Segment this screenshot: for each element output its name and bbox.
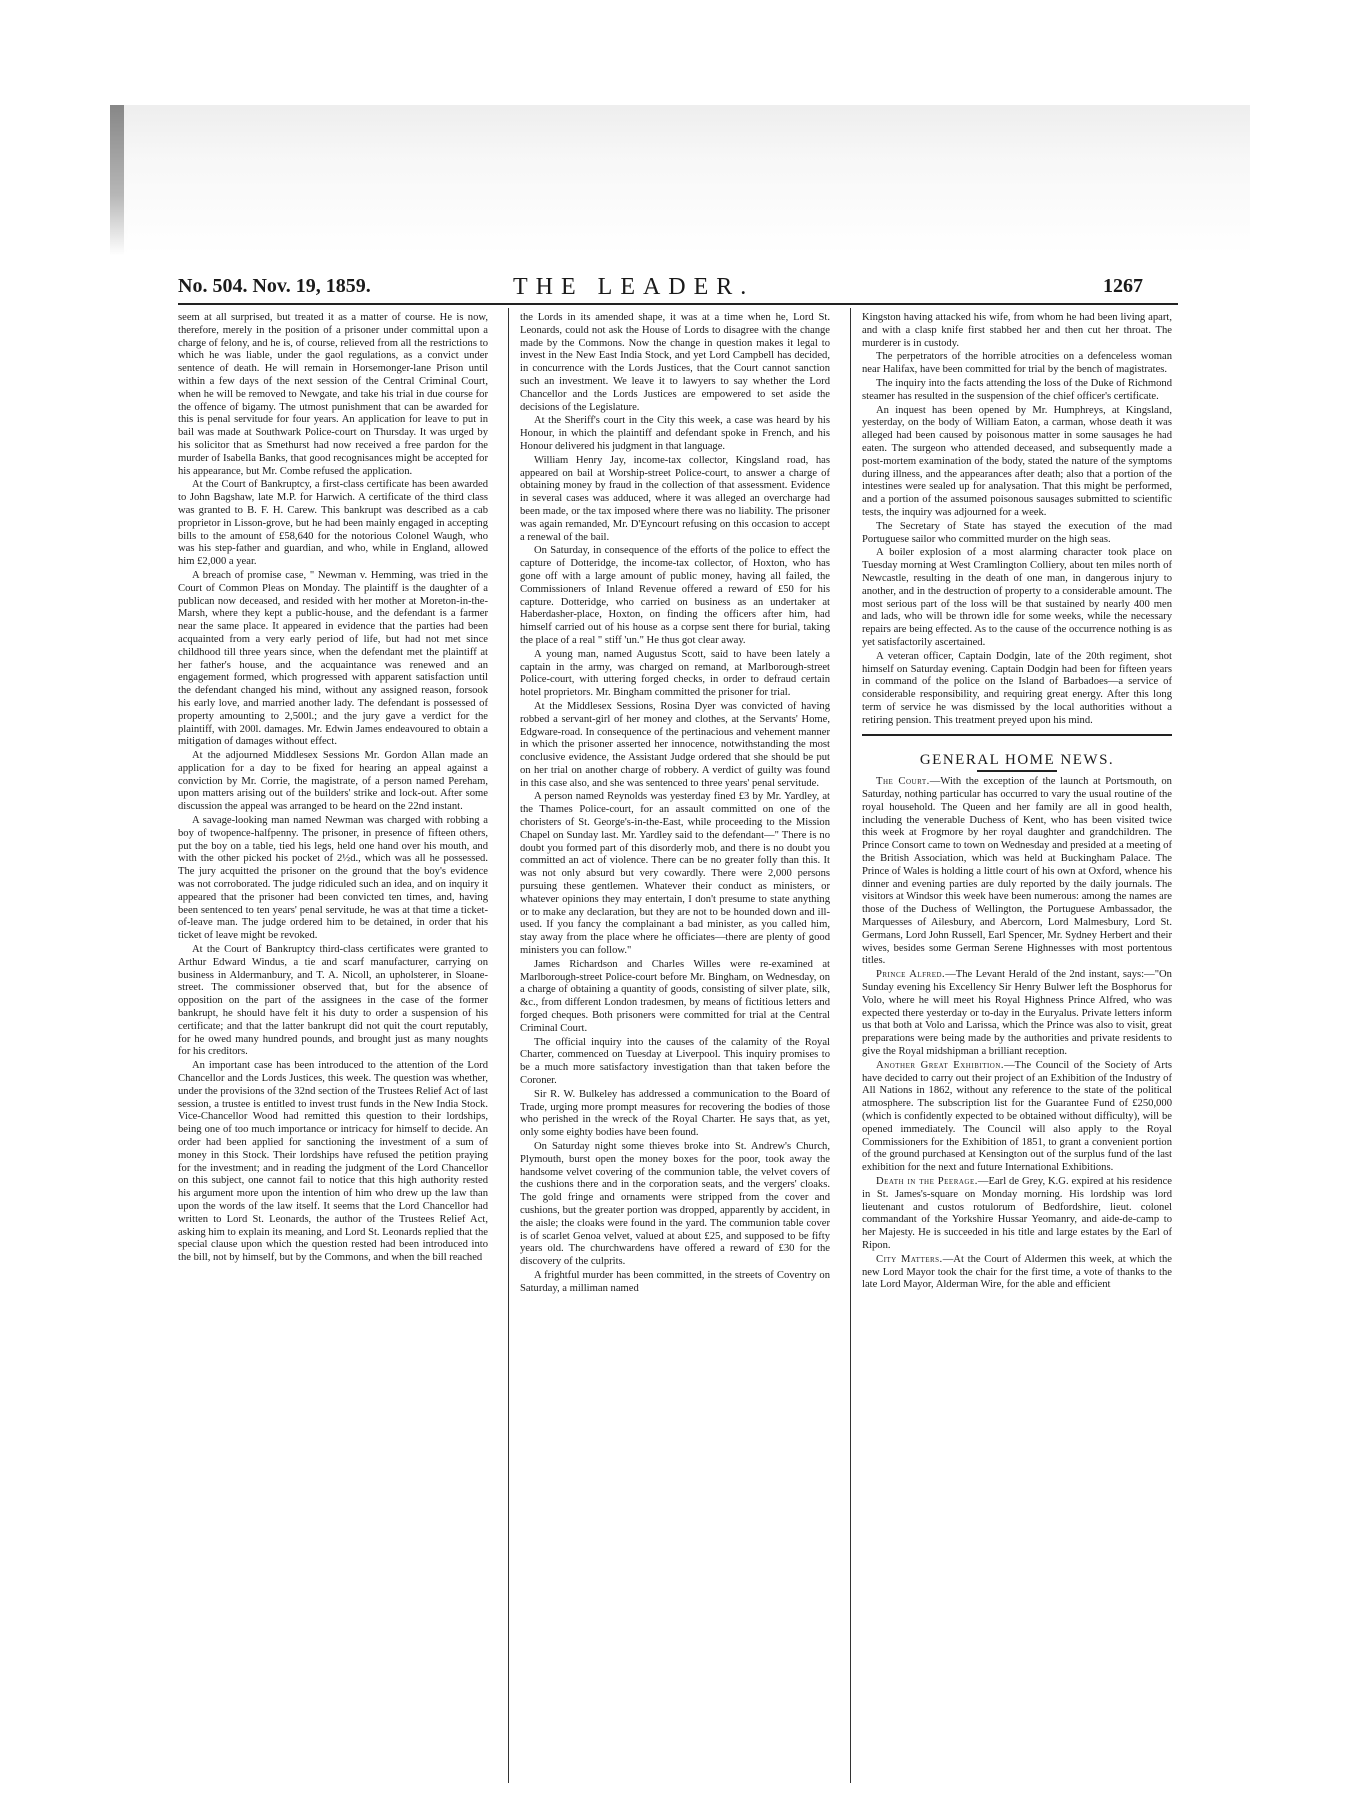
paragraph: On Saturday, in consequence of the efforts of the police to effect the capture of Dotteridge, the income-tax collector, of Hoxton, who has gone off with a large amount of public money, having all failed, the Commissioners of Inland Revenue offered a reward of £50 for his capture. Dotteridge, who carried on business as an undertaker at Haberdasher-place, Hoxton, on finding the officers after him, had himself carried out of his house as a corpse sent there for burial, taking the place of a real " stiff 'un." He thus got clear away. (520, 545, 830, 646)
news-lead: Another Great Exhibition. (876, 1059, 1005, 1071)
news-text: —With the exception of the launch at Portsmouth, on Saturday, nothing particular has occurred to vary the usual routine of the royal household. The Queen and her family are all in good health, including the venerable Duchess of Kent, who has been visited twice this week at Frogmore by her royal daughter and grandchildren. The Prince Consort came to town on Wednesday and presided at a meeting of the British Association, which was held at Buckingham Palace. The Prince of Wales is holding a little court of his own at Oxford, whence his dinner and evening parties are duly reported by the daily journals. The visitors at Windsor this week have been numerous: among the names are those of the Duchess of Wellington, the Portuguese Ambassador, the Marquesses of Ailesbury, and Abercorn, Lord Malmesbury, Lord St. Germans, Lord John Russell, Earl Spencer, Mr. Sydney Herbert and their wives, besides some German Serene Highnesses with most portentous titles. (862, 776, 1172, 967)
scan-shadow (110, 105, 1250, 255)
paragraph: An inquest has been opened by Mr. Humphreys, at Kingsland, yesterday, on the body of William Eaton, a carman, whose death it was alleged had been caused by poisonous matter in some sausages he had eaten. The surgeon who attended deceased, and subsequently made a post-mortem examination of the body, stated the nature of the symptoms during illness, and the appearances after death; also that a portion of the intestines were sealed up for analysation. That this might be performed, and a portion of the assumed poisonous sausages submitted to scientific tests, the inquiry was adjourned for a week. (862, 404, 1172, 518)
paragraph: the Lords in its amended shape, it was at a time when he, Lord St. Leonards, could not ask the House of Lords to disagree with the change made by the Commons. Now the change in question makes it legal to invest in the New East India Stock, and yet Lord Campbell has decided, in concurrence with the Lords Justices, that the Court cannot sanction such an investment. We leave it to lawyers to say whether the Lord Chancellor and the Lords Justices are empowered to set aside the decisions of the Legislature. (520, 312, 830, 413)
paragraph: At the Middlesex Sessions, Rosina Dyer was convicted of having robbed a servant-girl of her money and clothes, at the Servants' Home, Edgware-road. In consequence of the pertinacious and vehement manner in which the prisoner asserted her innocence, notwithstanding the most conclusive evidence, the Assistant Judge ordered that she should be put on her trial on another charge of robbery. A verdict of guilty was found in this case also, and she was sentenced to three years' penal servitude. (520, 700, 830, 789)
issue-date: No. 504. Nov. 19, 1859. (178, 275, 371, 297)
paragraph: A young man, named Augustus Scott, said to have been lately a captain in the army, was charged on remand, at Marlborough-street Police-court, with uttering forged checks, in order to defraud certain hotel proprietors. Mr. Bingham committed the prisoner for trial. (520, 648, 830, 699)
section-title: GENERAL HOME NEWS. (919, 751, 1115, 768)
column-3 (862, 312, 1172, 1790)
paragraph: A breach of promise case, " Newman v. Hemming, was tried in the Court of Common Pleas on Monday. The plaintiff is the daughter of a publican now deceased, and resided with her mother at Moreton-in-the-Marsh, where they kept a public-house, and the defendant is a farmer near the same place. It appeared in evidence that the parties had been acquainted from a very early period of life, but had not met since childhood till three years since, when the defendant met the plaintiff at her father's house, and the acquaintance was renewed and an engagement formed, which progressed with apparent satisfaction until the defendant changed his mind, without any assigned reason, forsook his early love, and married another lady. The defendant is possessed of property amounting to 2,500l.; and the jury gave a verdict for the plaintiff, with 200l. damages. Mr. Edwin James endeavoured to obtain a mitigation of damages without effect. (178, 569, 488, 748)
column-divider (850, 308, 851, 1783)
paragraph: The official inquiry into the causes of the calamity of the Royal Charter, commenced on Tuesday at Liverpool. This inquiry promises to be a much more satisfactory investigation than that taken before the Coroner. (520, 1036, 830, 1087)
column-divider (508, 308, 509, 1783)
paragraph: William Henry Jay, income-tax collector, Kingsland road, has appeared on bail at Worship-street Police-court, to answer a charge of obtaining money by fraud in the collection of that assessment. Evidence in several cases was adduced, where it was alleged an overcharge had been made, or the tax imposed where there was no liability. The prisoner was again remanded, Mr. D'Eyncourt refusing on this occasion to accept a renewal of the bail. (520, 454, 830, 543)
news-lead: City Matters. (876, 1253, 943, 1265)
paragraph: On Saturday night some thieves broke into St. Andrew's Church, Plymouth, burst open the money boxes for the poor, took away the handsome velvet covering of the communion table, the velvet covers of the cushions there and in the corporation seats, and the vergers' cloaks. The gold fringe and ornaments were stripped from the cover and cushions, but the greater portion was dropped, apparently by accident, in the aisle; the cloaks were found in the yard. The communion table cover is of scarlet Genoa velvet, valued at about £25, and supposed to be fifty years old. The churchwardens have offered a reward of £30 for the discovery of the culprits. (520, 1141, 830, 1268)
column-2 (520, 312, 830, 1790)
column-1 (178, 312, 488, 1790)
paragraph: The Secretary of State has stayed the execution of the mad Portuguese sailor who committed murder on the high seas. (862, 520, 1172, 545)
news-text: —At the Court of Aldermen this week, at which the new Lord Mayor took the chair for the first time, a vote of thanks to the late Lord Mayor, Alderman Wire, for the able and efficient (862, 1253, 1172, 1291)
news-item (862, 1176, 1172, 1253)
paragraph: An important case has been introduced to the attention of the Lord Chancellor and the Lords Justices, this week. The question was whether, under the provisions of the 32nd section of the Trustees Relief Act of last session, a trustee is entitled to invest trust funds in the New India Stock. Vice-Chancellor Wood had remitted this question to their lordships, being one of too much importance or intricacy for himself to decide. An order had been applied for sanctioning the investment of a sum of money in this Stock. Their lordships have refused the petition praying for the investment; and in reading the judgment of the Lord Chancellor on this subject, one cannot fail to notice that this high authority rested his argument more upon the intention of him who drew up the law than upon the words of the law itself. It seems that the Lord Chancellor had written to Lord St. Leonards, the author of the Trustees Relief Act, asking him to explain its meaning, and Lord St. Leonards replied that the special clause upon which the question rested had been introduced into the bill, not by himself, but by the Commons, and when the bill reached (178, 1060, 488, 1264)
paragraph: The inquiry into the facts attending the loss of the Duke of Richmond steamer has resulted in the suspension of the chief officer's certificate. (862, 377, 1172, 402)
paper-title: THE LEADER. (513, 274, 755, 300)
paragraph: The perpetrators of the horrible atrocities on a defenceless woman near Halifax, have been committed for trial by the bench of magistrates. (862, 351, 1172, 376)
news-lead: Death in the Peerage. (876, 1176, 978, 1187)
news-item (862, 969, 1172, 1059)
section-rule (862, 734, 1172, 736)
news-lead: Prince Alfred. (876, 969, 946, 981)
news-text: —The Council of the Society of Arts have decided to carry out their project of an Exhibition of the Industry of All Nations in 1862, without any reference to the state of the political atmosphere. The subscription list for the Guarantee Fund of £250,000 (which is confidently expected to be obtained without difficulty), will be opened immediately. The Council will also apply to the Royal Commissioners for the Exhibition of 1851, to grant a convenient portion of the ground purchased at Kensington out of the surplus fund of the last exhibition for the next and future International Exhibitions. (862, 1059, 1172, 1174)
news-item (862, 1060, 1172, 1175)
paragraph: seem at all surprised, but treated it as a matter of course. He is now, therefore, merely in the position of a prisoner under committal upon a charge of felony, and he is, of course, relieved from all the restrictions to which he was liable, under the gaol regulations, as a convict under sentence of death. He will remain in Horsemonger-lane Prison until within a few days of the next session of the Central Criminal Court, when he will be removed to Newgate, and take his trial in due course for the offence of bigamy. The utmost punishment that can be awarded for this is penal servitude for four years. An application for leave to put in bail was made at Southwark Police-court on Thursday. It was urged by his solicitor that as Smethurst had now received a free pardon for the murder of Isabella Banks, that good recognisances might be accepted for his appearance, but Mr. Combe refused the application. (178, 312, 488, 477)
paragraph: A frightful murder has been committed, in the streets of Coventry on Saturday, a milliman named (520, 1269, 830, 1294)
news-item (862, 776, 1172, 968)
news-lead: The Court. (876, 776, 930, 788)
section-heading (862, 751, 1172, 773)
news-text: —The Levant Herald of the 2nd instant, says:—"On Sunday evening his Excellency Sir Henry Bulwer left the Bosphorus for Volo, where he will meet his Royal Highness Prince Alfred, who was expected there yesterday or to-day in the Euryalus. Private letters inform us that both at Volo and Larissa, which the Prince was also to visit, great preparations were being made by the authorities and private residents to give the Royal midshipman a brilliant reception. (862, 969, 1172, 1058)
news-text: —Earl de Grey, K.G. expired at his residence in St. James's-square on Monday morning. His lordship was lord lieutenant and custos rotulorum of Bedfordshire, lieut. colonel commandant of the Yorkshire Hussar Yeomanry, and aide-de-camp to her Majesty. He is succeeded in his title and large estates by the Earl of Ripon. (862, 1176, 1172, 1251)
masthead-rule (178, 303, 1178, 305)
heading-rule (977, 770, 1057, 772)
paragraph: A veteran officer, Captain Dodgin, late of the 20th regiment, shot himself on Saturday evening. Captain Dodgin had been for fifteen years in command of the police on the Island of Barbadoes—a service of considerable responsibility, and requiring great energy. After this long term of service he was dismissed by the local authorities without a retiring pension. This treatment preyed upon his mind. (862, 650, 1172, 726)
paragraph: At the adjourned Middlesex Sessions Mr. Gordon Allan made an application for a day to be fixed for hearing an appeal against a conviction by Mr. Corrie, the magistrate, of a person named Pereham, upon matters arising out of the builders' strike and lock-out. After some discussion the appeal was arranged to be heard on the 22nd instant. (178, 750, 488, 813)
paragraph: A savage-looking man named Newman was charged with robbing a boy of twopence-halfpenny. The prisoner, in presence of fifteen others, put the boy on a table, tied his legs, held one hand over his mouth, and with the other picked his pocket of 2½d., which was all he possessed. The jury acquitted the prisoner on the ground that the boy's evidence was not corroborated. The judge ridiculed such an idea, and on inquiry it appeared that the prisoner had been convicted ten times, and, having been sentenced to ten years' penal servitude, he was at that time a ticket-of-leave man. The judge ordered him to be detained, in order that his ticket of leave might be revoked. (178, 815, 488, 942)
paragraph: At the Court of Bankruptcy, a first-class certificate has been awarded to John Bagshaw, late M.P. for Harwich. A certificate of the third class was granted to B. F. H. Carew. This bankrupt was described as a cab proprietor in Lisson-grove, but he had been mainly engaged in accepting bills to the amount of £58,640 for the notorious Colonel Waugh, who was his step-father and guardian, and who, while in England, allowed him £2,000 a year. (178, 479, 488, 568)
paragraph: At the Court of Bankruptcy third-class certificates were granted to Arthur Edward Windus, a tie and scarf manufacturer, carrying on business in Aldermanbury, and T. A. Nicoll, an upholsterer, in Sloane-street. The commissioner observed that, but for the absence of opposition on the part of the assignees in the case of the former bankrupt, he should have felt it his duty to order a suspension of his certificate; and that the latter bankrupt did not quit the court reputably, for he owed many hundred pounds, and brought just as many noughts for his creditors. (178, 944, 488, 1058)
paragraph: Sir R. W. Bulkeley has addressed a communication to the Board of Trade, urging more prompt measures for recovering the bodies of those who perished in the wreck of the Royal Charter. He says that, as yet, only some eighty bodies have been found. (520, 1088, 830, 1139)
paragraph: At the Sheriff's court in the City this week, a case was heard by his Honour, in which the plaintiff and defendant spoke in French, and his Honour delivered his judgment in that language. (520, 415, 830, 452)
paragraph: James Richardson and Charles Willes were re-examined at Marlborough-street Police-court before Mr. Bingham, on Wednesday, on a charge of obtaining a quantity of goods, consisting of silver plate, silk, &c., from different London tradesmen, by means of fictitious letters and forged cheques. Both prisoners were committed for trial at the Central Criminal Court. (520, 958, 830, 1034)
page-number: 1267 (1103, 275, 1143, 297)
paragraph: Kingston having attacked his wife, from whom he had been living apart, and with a clasp knife first stabbed her and then cut her throat. The murderer is in custody. (862, 312, 1172, 349)
paragraph: A boiler explosion of a most alarming character took place on Tuesday morning at West Cramlington Colliery, about ten miles north of Newcastle, resulting in the death of one man, in dangerous injury to another, and in the destruction of property to a considerable amount. The most serious part of the loss will be that sustained by nearly 400 men and lads, who will be thrown idle for some weeks, while the necessary repairs are being effected. As to the cause of the occurrence nothing is as yet satisfactorily ascertained. (862, 547, 1172, 648)
masthead (178, 275, 1178, 301)
news-item (862, 1254, 1172, 1292)
paragraph: A person named Reynolds was yesterday fined £3 by Mr. Yardley, at the Thames Police-court, for an assault committed on one of the choristers of St. George's-in-the-East, while proceeding to the Mission Chapel on Sunday last. Mr. Yardley said to the defendant—" There is no doubt you formed part of this disorderly mob, and there is no doubt you committed an act of violence. There can be no greater folly than this. It was not only absurd but very cowardly. There were 2,000 persons pursuing these gentlemen. Whatever their conduct as ministers, or whatever opinions they may entertain, I don't presume to state anything or to make any declaration, but they are not to be hounded down and ill-used. If you fancy the complainant a bad minister, as you called him, stay away from the place where he officiates—there are plenty of good ministers you can follow." (520, 791, 830, 957)
